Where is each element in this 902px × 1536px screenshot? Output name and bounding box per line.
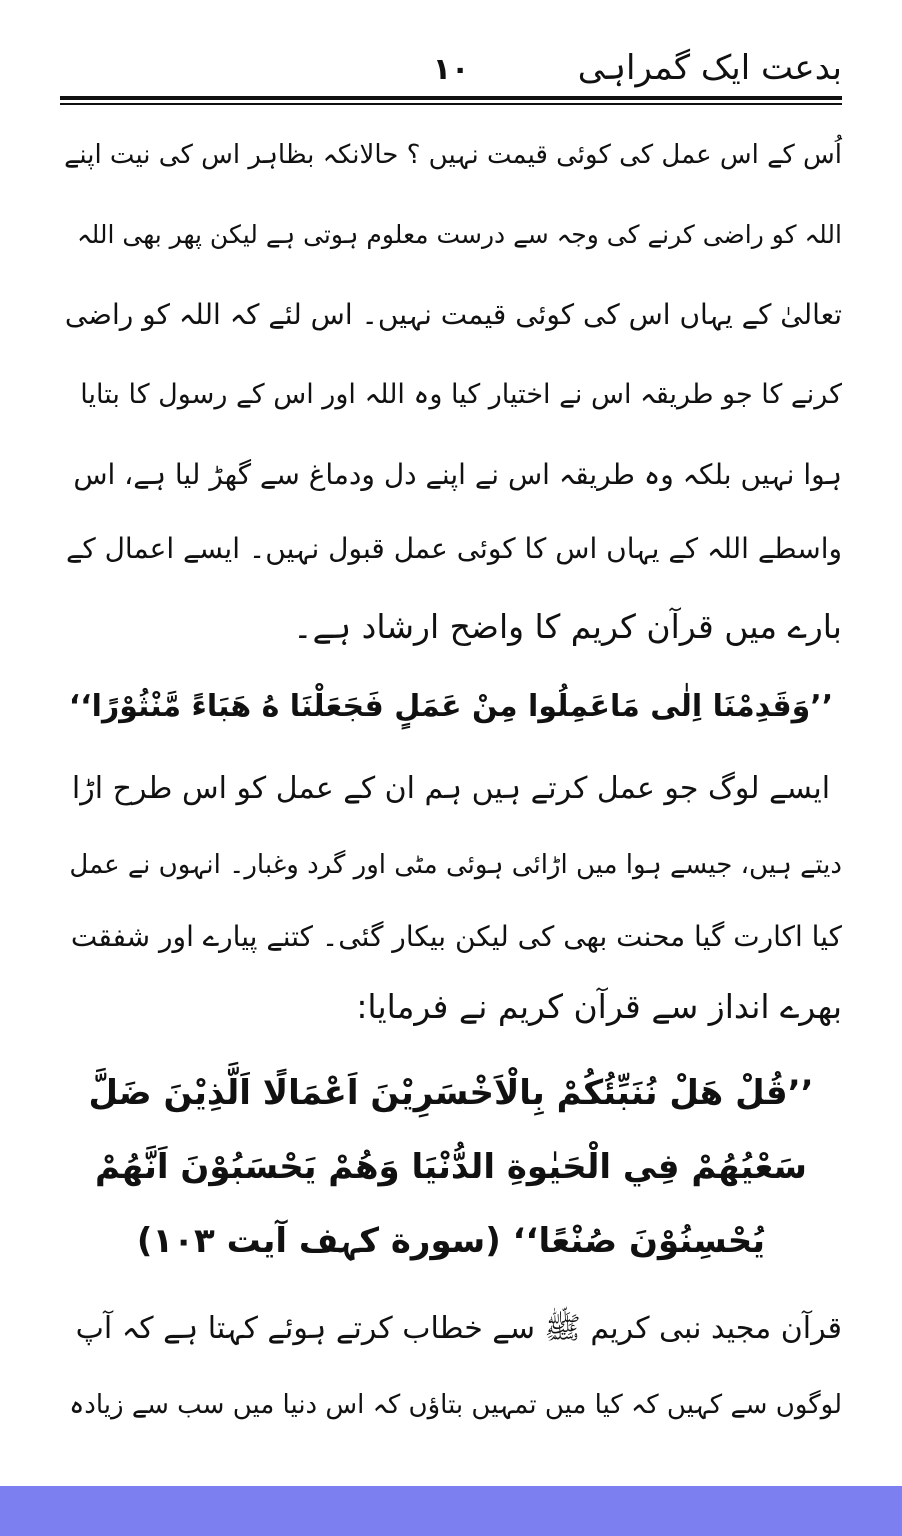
text-line-7: بارے میں قرآن کریم کا واضح ارشاد ہے۔ (293, 607, 842, 646)
quran-verse-1: ’’وَقَدِمْنَا اِلٰی مَاعَمِلُوا مِنْ عَمَلٍ فَجَعَلْنَا هُ هَبَاءً مَّنْثُوْرًا‘‘ (68, 689, 834, 724)
quran-verse-2-line-1: ’’قُلْ هَلْ نُنَبِّئُكُمْ بِالْاَخْسَرِيْنَ اَعْمَالًا اَلَّذِيْنَ ضَلَّ (88, 1073, 814, 1113)
header-rule-thin (60, 103, 842, 105)
text-line-12: بھرے انداز سے قرآن کریم نے فرمایا: (356, 987, 842, 1026)
text-line-16: قرآن مجید نبی کریم ﷺ سے خطاب کرتے ہوئے کہتا ہے کہ آپ (75, 1311, 842, 1346)
text-line-4: کرنے کا جو طریقہ اس نے اختیار کیا وہ اللہ اور اس کے رسول کا بتایا (80, 379, 842, 410)
page-number: ۱۰ (432, 52, 470, 87)
text-line-5: ہوا نہیں بلکہ وہ طریقہ اس نے اپنے دل ودماغ سے گھڑ لیا ہے، اس (73, 458, 842, 491)
text-line-17: لوگوں سے کہیں کہ کیا میں تمہیں بتاؤں کہ اس دنیا میں سب سے زیادہ (69, 1390, 842, 1420)
text-line-10: دیتے ہیں، جیسے ہوا میں اڑائی ہوئی مٹی اور گرد وغبار۔ انہوں نے عمل (69, 850, 842, 880)
running-title: بدعت ایک گمراہی (577, 48, 842, 88)
text-line-1: اُس کے اس عمل کی کوئی قیمت نہیں ؟ حالانکہ بظاہر اس کی نیت اپنے (64, 140, 842, 170)
page-header (60, 40, 842, 102)
header-rule-thick (60, 96, 842, 100)
text-line-11: کیا اکارت گیا محنت بھی کی لیکن بیکار گئی۔ کتنے پیارے اور شفقت (70, 920, 842, 953)
text-line-2: اللہ کو راضی کرنے کی وجہ سے درست معلوم ہوتی ہے لیکن پھر بھی اللہ (76, 220, 842, 249)
quran-verse-2-line-3: يُحْسِنُوْنَ صُنْعًا‘‘ (سورة کہف آیت ۱۰۳) (136, 1221, 766, 1261)
quran-verse-2-line-2: سَعْيُهُمْ فِي الْحَيٰوةِ الدُّنْيَا وَهُمْ يَحْسَبُوْنَ اَنَّهُمْ (95, 1147, 807, 1187)
text-line-6: واسطے اللہ کے یہاں اس کا کوئی عمل قبول نہیں۔ ایسے اعمال کے (65, 532, 842, 565)
text-line-9: ایسے لوگ جو عمل کرتے ہیں ہم ان کے عمل کو اس طرح اڑا (71, 771, 831, 806)
text-line-3: تعالیٰ کے یہاں اس کی کوئی قیمت نہیں۔ اس لئے کہ اللہ کو راضی (64, 298, 842, 331)
bottom-bar (0, 1486, 902, 1536)
